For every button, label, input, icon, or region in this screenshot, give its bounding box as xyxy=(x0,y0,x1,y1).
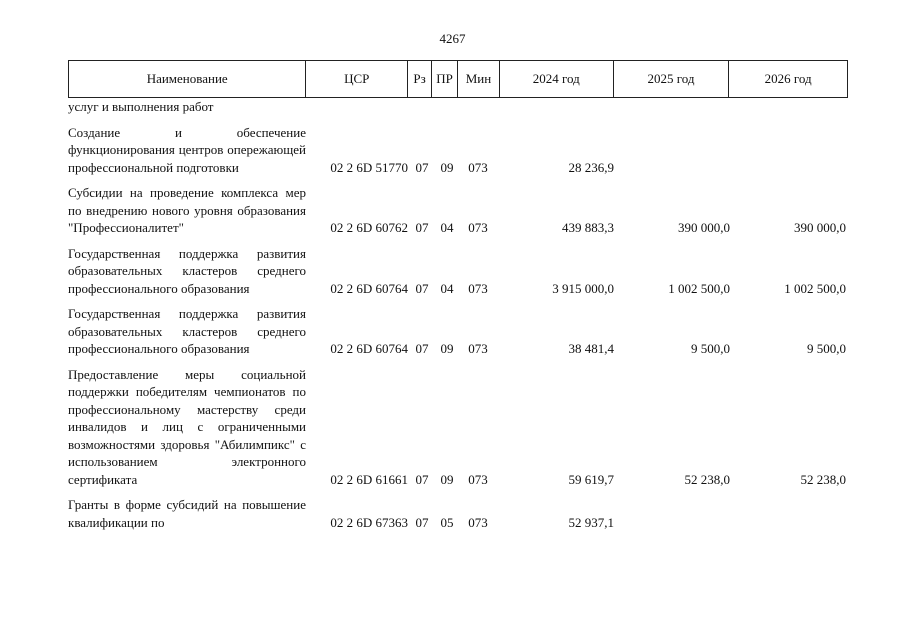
header-2026: 2026 год xyxy=(764,71,812,86)
page-number: 4267 xyxy=(439,31,466,46)
row-pr: 09 xyxy=(440,341,454,356)
row-name: Гранты в форме субсидий на повышение квалификации по xyxy=(68,497,306,530)
row-csr: 02 2 6D 67363 xyxy=(330,514,408,530)
header-name: Наименование xyxy=(69,61,306,97)
row-csr: 02 2 6D 61661 xyxy=(330,471,408,487)
row-min: 073 xyxy=(468,159,488,175)
row-pr: 04 xyxy=(440,220,454,235)
row-2024: 439 883,3 xyxy=(562,220,614,235)
row-2025: 9 500,0 xyxy=(691,341,730,356)
row-min: 073 xyxy=(468,220,488,235)
row-name: Государственная поддержка развития образовательных кластеров среднего профессионального образования xyxy=(68,306,306,356)
row-rz: 07 xyxy=(415,280,429,296)
row-min: 073 xyxy=(468,341,488,356)
row-2024: 28 236,9 xyxy=(568,159,614,175)
header-rz: Рз xyxy=(408,61,432,97)
row-rz: 07 xyxy=(415,471,429,487)
row-csr: 02 2 6D 60764 xyxy=(330,280,408,296)
row-2026: 9 500,0 xyxy=(807,341,846,356)
header-2025: 2025 год xyxy=(614,61,730,97)
row-2024: 52 937,1 xyxy=(568,514,614,530)
row-csr: 02 2 6D 60764 xyxy=(330,341,408,356)
table-header xyxy=(68,60,848,98)
row-min: 073 xyxy=(468,471,488,487)
row-rz: 07 xyxy=(415,220,429,235)
row-name: услуг и выполнения работ xyxy=(68,99,214,114)
header-min: Мин xyxy=(458,61,500,97)
row-2024: 38 481,4 xyxy=(568,341,614,356)
row-name: Субсидии на проведение комплекса мер по внедрению нового уровня образования "Профессионалитет" xyxy=(68,185,306,235)
header-pr: ПР xyxy=(432,61,458,97)
row-2024: 59 619,7 xyxy=(568,471,614,487)
row-rz: 07 xyxy=(415,159,429,175)
row-name: Предоставление меры социальной поддержки победителям чемпионатов по профессиональному мастерству среди инвалидов и лиц с ограниченными возможностями здоровья "Абилимпикс" с использованием электронного сертификата xyxy=(68,366,306,487)
row-pr: 09 xyxy=(440,159,454,175)
header-2024: 2024 год xyxy=(500,61,614,97)
table-row xyxy=(68,245,848,298)
row-min: 073 xyxy=(468,514,488,530)
row-2026: 390 000,0 xyxy=(794,220,846,235)
row-2025: 390 000,0 xyxy=(678,220,730,235)
row-pr: 05 xyxy=(440,514,454,530)
table-row xyxy=(68,184,848,237)
row-name: Создание и обеспечение функционирования центров опережающей профессиональной подготовки xyxy=(68,124,306,175)
row-pr: 09 xyxy=(440,471,454,487)
table-row xyxy=(68,366,848,489)
table-row xyxy=(68,305,848,358)
row-min: 073 xyxy=(468,280,488,296)
row-name: Государственная поддержка развития образовательных кластеров среднего профессионального образования xyxy=(68,245,306,296)
row-2024: 3 915 000,0 xyxy=(552,280,614,296)
table-row xyxy=(68,98,848,116)
row-rz: 07 xyxy=(415,341,429,356)
row-csr: 02 2 6D 51770 xyxy=(330,159,408,175)
row-pr: 04 xyxy=(440,280,454,296)
row-csr: 02 2 6D 60762 xyxy=(330,220,408,235)
row-2026: 52 238,0 xyxy=(800,471,846,487)
row-rz: 07 xyxy=(415,514,429,530)
table-row xyxy=(68,496,848,531)
header-csr: ЦСР xyxy=(306,61,408,97)
row-2025: 52 238,0 xyxy=(684,471,730,487)
table-body xyxy=(68,98,848,531)
row-2026: 1 002 500,0 xyxy=(784,280,846,296)
row-2025: 1 002 500,0 xyxy=(668,280,730,296)
table-row xyxy=(68,124,848,177)
